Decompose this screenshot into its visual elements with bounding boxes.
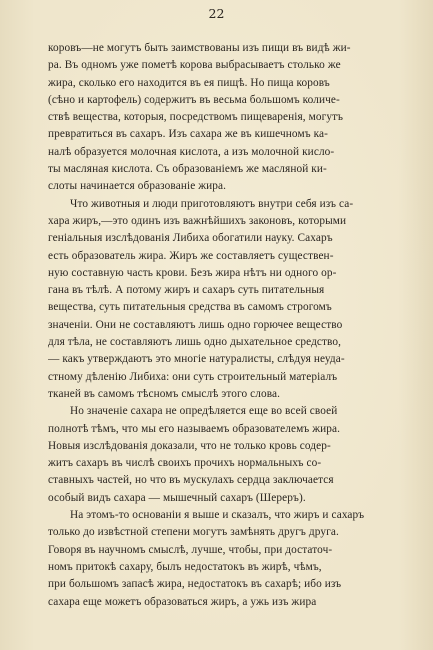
text-line: сахара еще можетъ образоваться жиръ, а ужь изъ жира [48, 595, 317, 608]
text-line: Говоря въ научномъ смыслѣ, лучше, чтобы, при достаточ- [48, 543, 333, 556]
text-line: ты масляная кислота. Съ образованіемъ же масляной ки- [48, 163, 327, 176]
paragraph [48, 403, 405, 507]
page-number: 22 [208, 6, 225, 21]
text-line: геніальныя изслѣдованія Либиха обогатили науку. Сахаръ [48, 232, 333, 245]
text-line: Новыя изслѣдованія доказали, что не только кровь содер- [48, 439, 331, 452]
text-line: ную составную часть крови. Безъ жира нѣтъ ни одного ор- [48, 266, 337, 279]
text-line: Но значеніе сахара не опредѣляется еще во всей своей [70, 405, 338, 418]
text-line: значеніи. Они не составляютъ лишь одно горючее вещество [48, 318, 343, 331]
text-line: житъ сахаръ въ числѣ своихъ прочихъ нормальныхъ со- [48, 457, 322, 470]
text-line: Что животныя и люди приготовляютъ внутри себя изъ са- [70, 197, 354, 210]
text-line: налѣ образуется молочная кислота, а изъ молочной кисло- [48, 145, 335, 158]
body-text [48, 40, 405, 611]
text-line: жира, сколько его находится въ ея пищѣ. Но пища коровъ [48, 76, 330, 89]
text-line: — какъ утверждаютъ это многіе натуралисты, слѣдуя неуда- [48, 353, 345, 366]
text-line: слоты начинается образованіе жира. [48, 180, 227, 193]
text-line: На этомъ-то основаніи я выше и сказалъ, что жиръ и сахаръ [70, 509, 365, 522]
paragraph [48, 507, 405, 611]
text-line: ставныхъ частей, но что въ мускулахъ сердца заключается [48, 474, 334, 487]
text-line: превратиться въ сахаръ. Изъ сахара же въ кишечномъ ка- [48, 128, 328, 141]
text-line: (сѣно и картофель) содержитъ въ весьма большомъ количе- [48, 93, 340, 106]
text-line: особый видъ сахара — мышечный сахаръ (Шереръ). [48, 491, 306, 504]
paragraph [48, 40, 405, 196]
text-line: гана въ тѣлѣ. А потому жиръ и сахаръ суть питательныя [48, 284, 325, 297]
text-line: хара жиръ,—это одинъ изъ важнѣйшихъ законовъ, которыми [48, 214, 347, 227]
text-line: есть образователь жира. Жиръ же составляетъ существен- [48, 249, 334, 262]
text-line: для тѣла, не составляютъ лишь одно дыхательное средство, [48, 336, 342, 349]
text-line: стному дѣленію Либиха: они суть строительный матеріалъ [48, 370, 338, 383]
text-line: вещества, суть питательныя средства въ самомъ строгомъ [48, 301, 332, 314]
text-line: ра. Въ одномъ уже пометѣ корова выбрасываетъ столько же [48, 59, 341, 72]
text-line: тканей въ самомъ тѣсномъ смыслѣ этого слова. [48, 387, 281, 400]
text-line: полнотѣ тѣмъ, что мы его называемъ образователемъ жира. [48, 422, 341, 435]
text-line: при большомъ запасѣ жира, недостатокъ въ сахарѣ; ибо изъ [48, 578, 342, 591]
text-line: коровъ—не могутъ быть заимствованы изъ пищи въ видѣ жи- [48, 42, 351, 54]
paragraph [48, 196, 405, 404]
text-line: ствѣ вещества, которыя, посредствомъ пищеваренія, могутъ [48, 111, 344, 124]
text-line: номъ притокѣ сахару, былъ недостатокъ въ жирѣ, чѣмъ, [48, 560, 322, 573]
text-line: только до извѣстной степени могутъ замѣнять другъ друга. [48, 526, 339, 539]
